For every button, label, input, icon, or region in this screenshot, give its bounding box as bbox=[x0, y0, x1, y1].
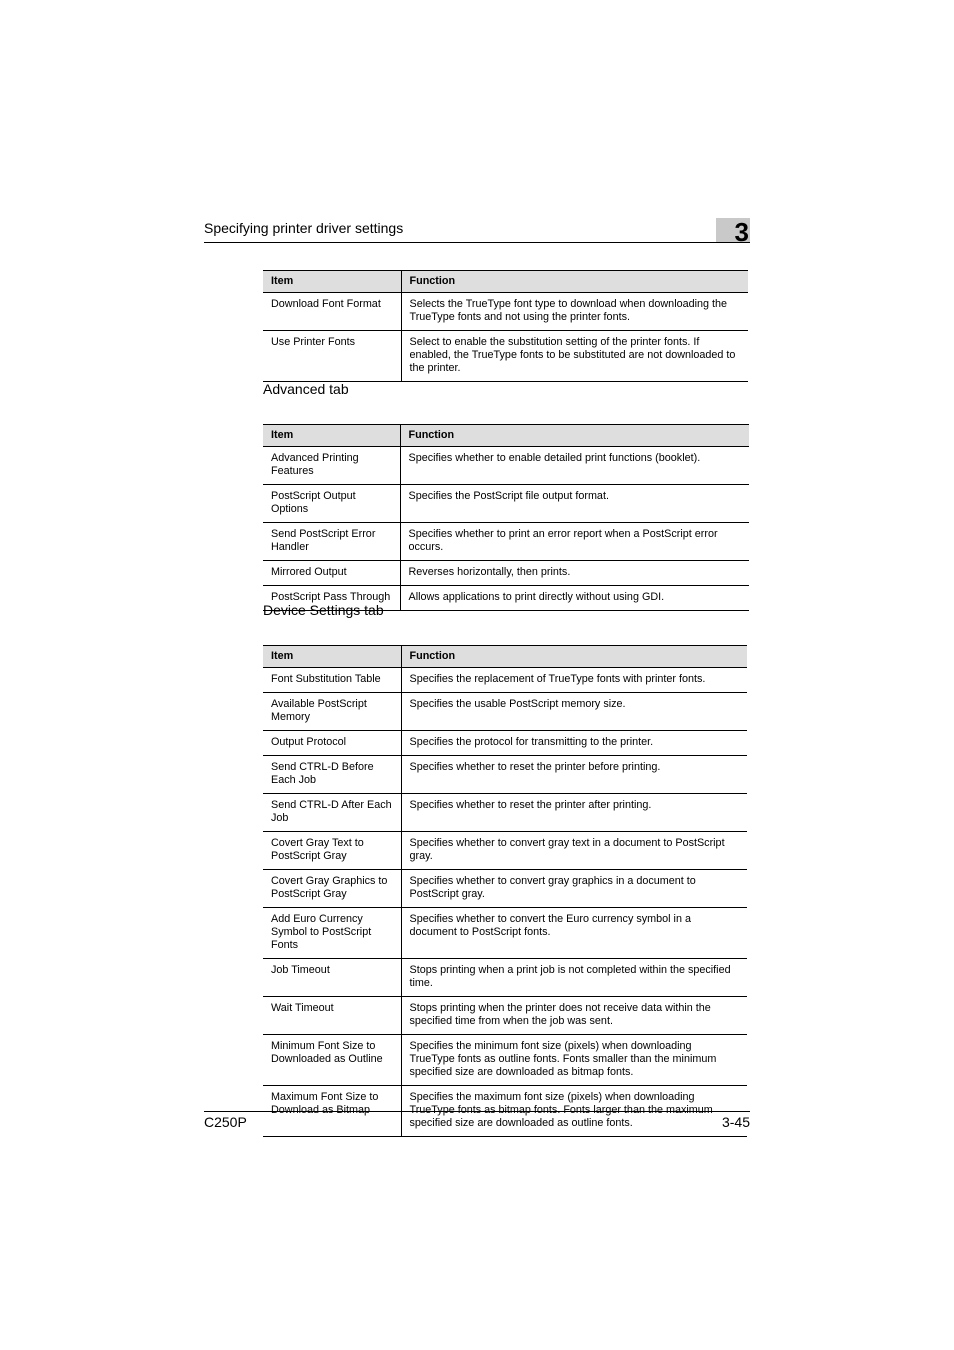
function-cell: Specifies the minimum font size (pixels) when downloading TrueType fonts as outline fonts. Fonts smaller than the minimum specified size are downloaded as bitmap fonts. bbox=[401, 1035, 747, 1086]
table-row bbox=[263, 293, 748, 331]
function-cell: Specifies the protocol for transmitting to the printer. bbox=[401, 731, 747, 756]
function-cell: Specifies the PostScript file output format. bbox=[400, 485, 749, 523]
table-row bbox=[263, 870, 747, 908]
item-cell: Mirrored Output bbox=[263, 561, 400, 586]
function-cell: Specifies whether to reset the printer after printing. bbox=[401, 794, 747, 832]
function-cell: Selects the TrueType font type to download when downloading the TrueType fonts and not using the printer fonts. bbox=[401, 293, 748, 331]
item-cell: Minimum Font Size to Downloaded as Outline bbox=[263, 1035, 401, 1086]
table-header-row bbox=[263, 271, 748, 293]
table-row bbox=[263, 331, 748, 382]
table-row bbox=[263, 485, 749, 523]
item-cell: Available PostScript Memory bbox=[263, 693, 401, 731]
function-cell: Specifies the usable PostScript memory size. bbox=[401, 693, 747, 731]
function-cell: Specifies whether to print an error report when a PostScript error occurs. bbox=[400, 523, 749, 561]
section-title-device-settings: Device Settings tab bbox=[263, 602, 384, 618]
table-row bbox=[263, 832, 747, 870]
table-row bbox=[263, 447, 749, 485]
header-rule bbox=[204, 242, 750, 243]
function-cell: Allows applications to print directly without using GDI. bbox=[400, 586, 749, 611]
chapter-marker bbox=[716, 217, 750, 247]
function-cell: Specifies whether to reset the printer before printing. bbox=[401, 756, 747, 794]
footer-model-name: C250P bbox=[204, 1114, 247, 1130]
item-cell: Font Substitution Table bbox=[263, 668, 401, 693]
column-header-item: Item bbox=[263, 646, 401, 668]
item-cell: Advanced Printing Features bbox=[263, 447, 400, 485]
table-header-row bbox=[263, 646, 747, 668]
table-row bbox=[263, 693, 747, 731]
function-cell: Specifies whether to convert the Euro currency symbol in a document to PostScript fonts. bbox=[401, 908, 747, 959]
function-cell: Specifies whether to convert gray graphics in a document to PostScript gray. bbox=[401, 870, 747, 908]
running-header-title: Specifying printer driver settings bbox=[204, 220, 404, 236]
chapter-number: 3 bbox=[734, 217, 749, 247]
page-number: 3-45 bbox=[721, 1114, 750, 1130]
function-cell: Specifies whether to enable detailed print functions (booklet). bbox=[400, 447, 749, 485]
device-settings-table bbox=[263, 645, 747, 1137]
item-cell: Wait Timeout bbox=[263, 997, 401, 1035]
item-cell: Download Font Format bbox=[263, 293, 401, 331]
item-cell: PostScript Output Options bbox=[263, 485, 400, 523]
table-row bbox=[263, 997, 747, 1035]
item-cell: Job Timeout bbox=[263, 959, 401, 997]
function-cell: Select to enable the substitution setting of the printer fonts. If enabled, the TrueType fonts to be substituted are not downloaded to the printer. bbox=[401, 331, 748, 382]
item-cell: Covert Gray Graphics to PostScript Gray bbox=[263, 870, 401, 908]
footer-rule bbox=[204, 1111, 750, 1112]
table-row bbox=[263, 908, 747, 959]
advanced-tab-table bbox=[263, 424, 749, 611]
font-settings-table bbox=[263, 270, 748, 382]
function-cell: Specifies the maximum font size (pixels) when downloading TrueType fonts as bitmap fonts. Fonts larger than the maximum specified size are downloaded as outline fonts. bbox=[401, 1086, 747, 1137]
column-header-item: Item bbox=[263, 425, 400, 447]
column-header-item: Item bbox=[263, 271, 401, 293]
item-cell: Maximum Font Size to Download as Bitmap bbox=[263, 1086, 401, 1137]
function-cell: Stops printing when the printer does not receive data within the specified time from when the job was sent. bbox=[401, 997, 747, 1035]
table-row bbox=[263, 523, 749, 561]
item-cell: Send CTRL-D After Each Job bbox=[263, 794, 401, 832]
table-row bbox=[263, 1035, 747, 1086]
table-row bbox=[263, 668, 747, 693]
item-cell: Send CTRL-D Before Each Job bbox=[263, 756, 401, 794]
table-row bbox=[263, 731, 747, 756]
function-cell: Specifies whether to convert gray text in a document to PostScript gray. bbox=[401, 832, 747, 870]
table-row bbox=[263, 959, 747, 997]
table-row bbox=[263, 756, 747, 794]
function-cell: Specifies the replacement of TrueType fonts with printer fonts. bbox=[401, 668, 747, 693]
item-cell: Output Protocol bbox=[263, 731, 401, 756]
table-header-row bbox=[263, 425, 749, 447]
column-header-function: Function bbox=[400, 425, 749, 447]
item-cell: Use Printer Fonts bbox=[263, 331, 401, 382]
column-header-function: Function bbox=[401, 271, 748, 293]
column-header-function: Function bbox=[401, 646, 747, 668]
table-row bbox=[263, 794, 747, 832]
function-cell: Reverses horizontally, then prints. bbox=[400, 561, 749, 586]
function-cell: Stops printing when a print job is not completed within the specified time. bbox=[401, 959, 747, 997]
table-row bbox=[263, 561, 749, 586]
section-title-advanced: Advanced tab bbox=[263, 381, 349, 397]
item-cell: Covert Gray Text to PostScript Gray bbox=[263, 832, 401, 870]
item-cell: Add Euro Currency Symbol to PostScript Fonts bbox=[263, 908, 401, 959]
item-cell: Send PostScript Error Handler bbox=[263, 523, 400, 561]
item-cell: PostScript Pass Through bbox=[263, 586, 400, 611]
